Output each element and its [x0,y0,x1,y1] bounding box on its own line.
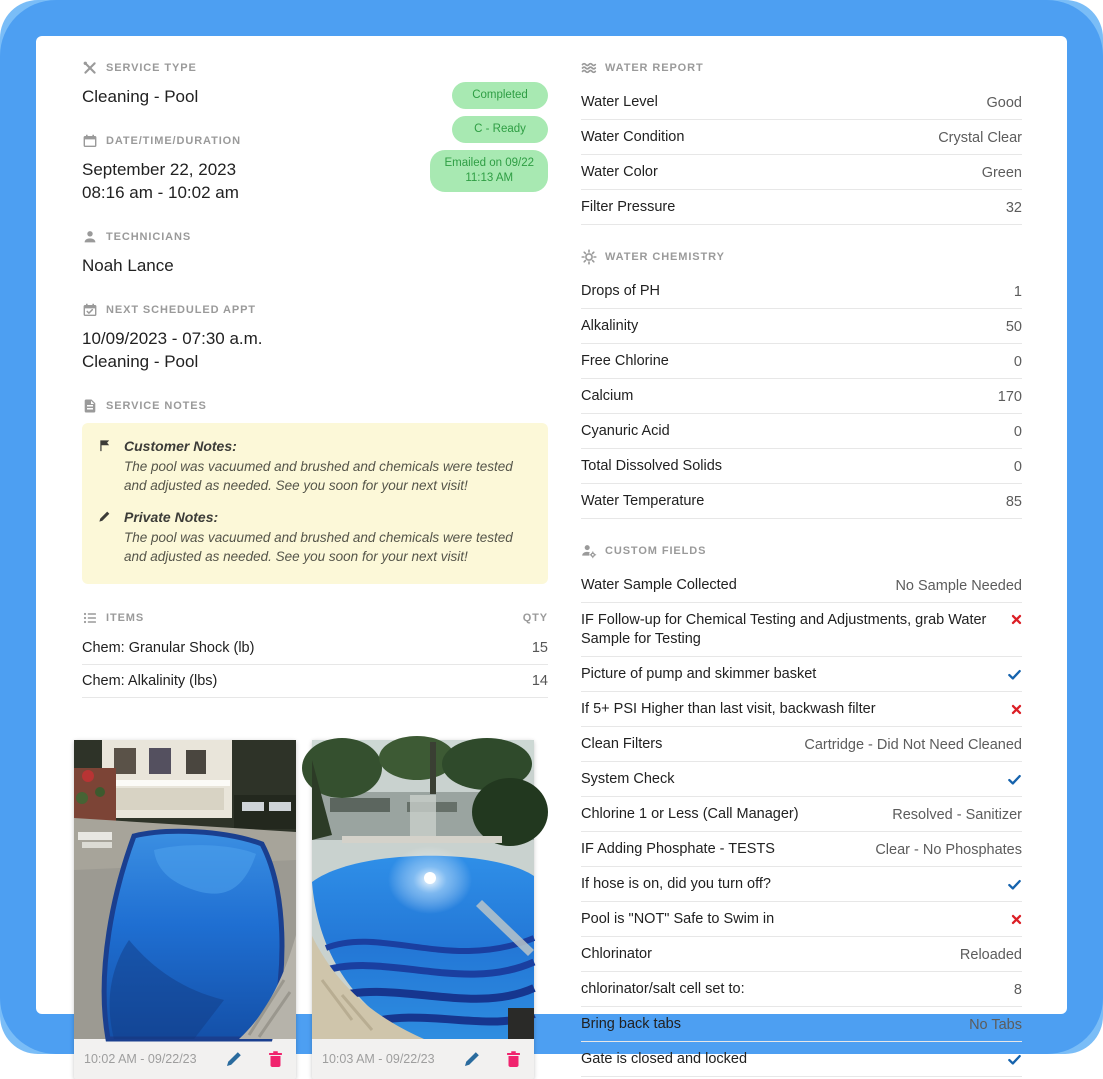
field-row [581,344,1022,379]
field-label: If 5+ PSI Higher than last visit, backwash filter [581,701,876,717]
field-row [581,484,1022,519]
emailed-line2: 11:13 AM [465,172,514,184]
field-label: Free Chlorine [581,353,669,369]
service-notes-label: SERVICE NOTES [106,400,207,412]
person-icon [82,229,98,245]
check-icon [1007,877,1022,892]
field-row [581,309,1022,344]
items-title: ITEMS [106,612,145,624]
field-label: Filter Pressure [581,199,676,215]
water-chemistry-header [581,249,1022,265]
field-row [581,274,1022,309]
waves-icon [581,60,597,76]
field-value: No Tabs [969,1016,1022,1033]
field-row [581,832,1022,867]
field-label: Bring back tabs [581,1016,681,1032]
customer-note-body: The pool was vacuumed and brushed and chemicals were tested and adjusted as needed. See you soon for your next visit! [124,459,513,493]
items-header-row [82,610,548,626]
service-notes-box [82,423,548,584]
datetime-label: DATE/TIME/DURATION [106,135,241,147]
calendar-check-icon [82,302,98,318]
field-label: Pool is "NOT" Safe to Swim in [581,911,775,927]
custom-fields-title: CUSTOM FIELDS [605,545,707,557]
tools-icon [82,60,98,76]
custom-fields-header [581,543,1022,559]
next-appt-datetime: 10/09/2023 - 07:30 a.m. [82,329,263,348]
technicians-header [82,229,548,245]
photo-footer [74,1039,296,1079]
gear-icon [581,249,597,265]
private-note-body: The pool was vacuumed and brushed and chemicals were tested and adjusted as needed. See you soon for your next visit! [124,530,513,564]
field-row [581,902,1022,937]
field-label: Gate is closed and locked [581,1051,748,1067]
field-row [581,692,1022,727]
field-label: Water Temperature [581,493,705,509]
edit-photo-button[interactable] [463,1050,481,1068]
service-type-value: Cleaning - Pool [82,87,199,106]
field-row [581,867,1022,902]
field-label: Calcium [581,388,634,404]
field-value: No Sample Needed [895,577,1022,594]
field-label: IF Follow-up for Chemical Testing and Adjustments, grab Water Sample for Testing [581,612,987,647]
service-type-header [82,60,548,76]
field-label: Water Color [581,164,658,180]
qty-header: QTY [522,612,548,624]
field-label: chlorinator/salt cell set to: [581,981,745,997]
field-value: Resolved - Sanitizer [892,806,1022,823]
left-column [82,60,548,1066]
item-name: Chem: Granular Shock (lb) [82,640,255,656]
field-value: 50 [1005,318,1022,335]
status-badge-ready: C - Ready [452,116,548,143]
field-label: Drops of PH [581,283,660,299]
field-row [581,568,1022,603]
pencil-icon [98,508,114,566]
field-value: Crystal Clear [938,129,1022,146]
field-row [581,1007,1022,1042]
item-name: Chem: Alkalinity (lbs) [82,673,218,689]
field-row [581,937,1022,972]
list-icon [82,610,98,626]
right-column [581,60,1022,1067]
photo-card[interactable] [74,740,296,1079]
private-note-text [124,508,530,566]
status-badge-emailed [430,150,548,192]
x-icon [1011,704,1022,715]
field-label: Water Condition [581,129,685,145]
field-value: 0 [1013,458,1022,475]
private-note-title: Private Notes: [124,509,219,525]
item-qty: 14 [531,673,548,689]
item-row [82,632,548,665]
field-row [581,120,1022,155]
check-icon [1007,667,1022,682]
status-badge-completed: Completed [452,82,548,109]
document-icon [82,398,98,414]
customer-note-text [124,437,530,495]
field-label: Total Dissolved Solids [581,458,723,474]
check-icon [1007,772,1022,787]
field-value: 32 [1005,199,1022,216]
field-label: System Check [581,771,675,787]
check-icon [1007,1052,1022,1067]
field-row [581,797,1022,832]
water-report-title: WATER REPORT [605,62,704,74]
calendar-icon [82,133,98,149]
service-notes-field [82,398,548,584]
next-appt-header [82,302,548,318]
field-label: Picture of pump and skimmer basket [581,666,817,682]
field-label: Water Level [581,94,658,110]
water-report-header [581,60,1022,76]
field-row [581,603,1022,657]
field-row [581,1042,1022,1077]
technicians-field [82,229,548,277]
item-qty: 15 [531,640,548,656]
field-value: Cartridge - Did Not Need Cleaned [804,736,1022,753]
items-header [82,610,144,626]
photo-card[interactable] [312,740,534,1079]
technicians-label: TECHNICIANS [106,231,192,243]
technicians-value: Noah Lance [82,256,174,275]
status-badges [430,82,548,192]
field-label: Alkalinity [581,318,639,334]
custom-fields-section [581,543,1022,1077]
field-value: 0 [1013,423,1022,440]
field-row [581,657,1022,692]
photo-timestamp: 10:03 AM - 09/22/23 [322,1052,435,1066]
delete-photo-button[interactable] [505,1050,522,1068]
field-label: Cyanuric Acid [581,423,670,439]
field-row [581,414,1022,449]
pool-photo[interactable] [74,740,296,1039]
service-report-card [36,36,1067,1067]
field-value: Reloaded [959,946,1022,963]
pool-photo[interactable] [312,740,534,1039]
photo-footer [312,1039,534,1079]
customer-note-title: Customer Notes: [124,438,237,454]
field-row [581,190,1022,225]
trash-icon [505,1050,522,1068]
items-section [82,610,548,698]
emailed-line1: Emailed on 09/22 [444,157,534,169]
datetime-date: September 22, 2023 [82,160,237,179]
pencil-icon [225,1050,243,1068]
next-appt-label: NEXT SCHEDULED APPT [106,304,256,316]
field-row [581,379,1022,414]
trash-icon [267,1050,284,1068]
photo-timestamp: 10:02 AM - 09/22/23 [84,1052,197,1066]
field-label: Chlorine 1 or Less (Call Manager) [581,806,799,822]
field-label: If hose is on, did you turn off? [581,876,771,892]
field-label: IF Adding Phosphate - TESTS [581,841,775,857]
person-gear-icon [581,543,597,559]
next-appt-service: Cleaning - Pool [82,352,199,371]
water-chemistry-section [581,249,1022,519]
field-row [581,972,1022,1007]
service-notes-header [82,398,548,414]
field-label: Clean Filters [581,736,663,752]
field-value: 170 [997,388,1022,405]
field-row [581,727,1022,762]
field-value: 1 [1013,283,1022,300]
x-icon [1011,614,1022,625]
field-row [581,762,1022,797]
field-value: 8 [1013,981,1022,998]
photo-actions [225,1050,284,1068]
field-label: Chlorinator [581,946,652,962]
field-value: 0 [1013,353,1022,370]
service-type-label: SERVICE TYPE [106,62,197,74]
edit-photo-button[interactable] [225,1050,243,1068]
field-value: Good [986,94,1022,111]
field-row [581,155,1022,190]
field-value: Green [981,164,1022,181]
field-row [581,85,1022,120]
field-row [581,449,1022,484]
item-row [82,665,548,698]
photo-actions [463,1050,522,1068]
field-label: Water Sample Collected [581,577,737,593]
customer-note [98,437,530,495]
photos-row [74,740,548,1079]
private-note [98,508,530,566]
next-appt-field [82,302,548,373]
field-value: 85 [1005,493,1022,510]
pencil-icon [463,1050,481,1068]
water-chemistry-title: WATER CHEMISTRY [605,251,725,263]
datetime-range: 08:16 am - 10:02 am [82,183,239,202]
x-icon [1011,914,1022,925]
delete-photo-button[interactable] [267,1050,284,1068]
water-report-section [581,60,1022,225]
flag-icon [98,437,114,495]
field-value: Clear - No Phosphates [875,841,1022,858]
